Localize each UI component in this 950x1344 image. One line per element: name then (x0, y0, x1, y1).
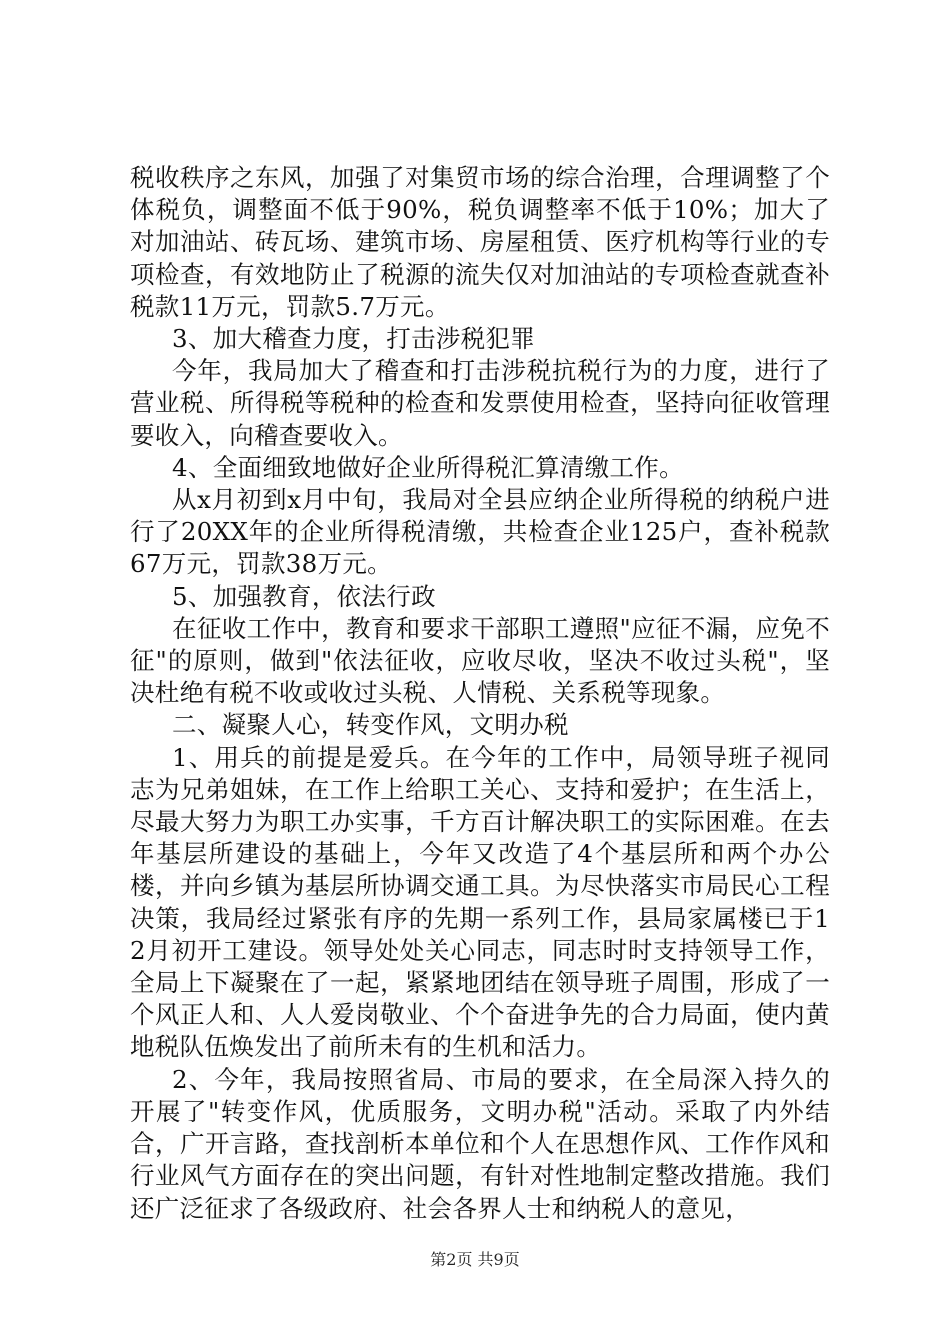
page-number-footer: 第2页 共9页 (430, 1250, 520, 1269)
paragraph: 1、用兵的前提是爱兵。在今年的工作中，局领导班子视同志为兄弟姐妹，在工作上给职工关心、支持和爱护；在生活上，尽最大努力为职工办实事，千方百计解决职工的实际困难。在去年基层所建设的基础上，今年又改造了4个基层所和两个办公楼，并向乡镇为基层所协调交通工具。为尽快落实市局民心工程决策，我局经过紧张有序的先期一系列工作，县局家属楼已于12月初开工建设。领导处处关心同志，同志时时支持领导工作，全局上下凝聚在了一起，紧紧地团结在领导班子周围，形成了一个风正人和、人人爱岗敬业、个个奋进争先的合力局面，使内黄地税队伍焕发出了前所未有的生机和活力。 (130, 742, 830, 1062)
section-heading-3: 3、加大稽查力度，打击涉税犯罪 (172, 324, 536, 354)
paragraph: 今年，我局加大了稽查和打击涉税抗税行为的力度，进行了营业税、所得税等税种的检查和发票使用检查，坚持向征收管理要收入，向稽查要收入。 (130, 356, 830, 450)
section-heading-5: 5、加强教育，依法行政 (172, 581, 436, 611)
paragraph: 在征收工作中，教育和要求干部职工遵照"应征不漏，应免不征"的原则，做到"依法征收，应收尽收，坚决不收过头税"，坚决杜绝有税不收或收过头税、人情税、关系税等现象。 (130, 613, 830, 708)
paragraph-continued: 税收秩序之东风，加强了对集贸市场的综合治理，合理调整了个体税负，调整面不低于90%，税负调整率不低于10%；加大了对加油站、砖瓦场、建筑市场、房屋租赁、医疗机构等行业的专项检查，有效地防止了税源的流失仅对加油站的专项检查就查补税款11万元，罚款5.7万元。 (130, 163, 830, 321)
section-heading-4: 4、全面细致地做好企业所得税汇算清缴工作。 (172, 452, 684, 482)
chapter-heading-2: 二、凝聚人心，转变作风，文明办税 (172, 710, 569, 740)
paragraph: 从x月初到x月中旬，我局对全县应纳企业所得税的纳税户进行了20XX年的企业所得税清缴，共检查企业125户，查补税款67万元，罚款38万元。 (130, 485, 830, 579)
document-body (130, 162, 830, 1225)
paragraph: 2、今年，我局按照省局、市局的要求，在全局深入持久的开展了"转变作风，优质服务，文明办税"活动。采取了内外结合，广开言路，查找剖析本单位和个人在思想作风、工作作风和行业风气方面存在的突出问题，有针对性地制定整改措施。我们还广泛征求了各级政府、社会各界人士和纳税人的意见， (130, 1064, 830, 1223)
